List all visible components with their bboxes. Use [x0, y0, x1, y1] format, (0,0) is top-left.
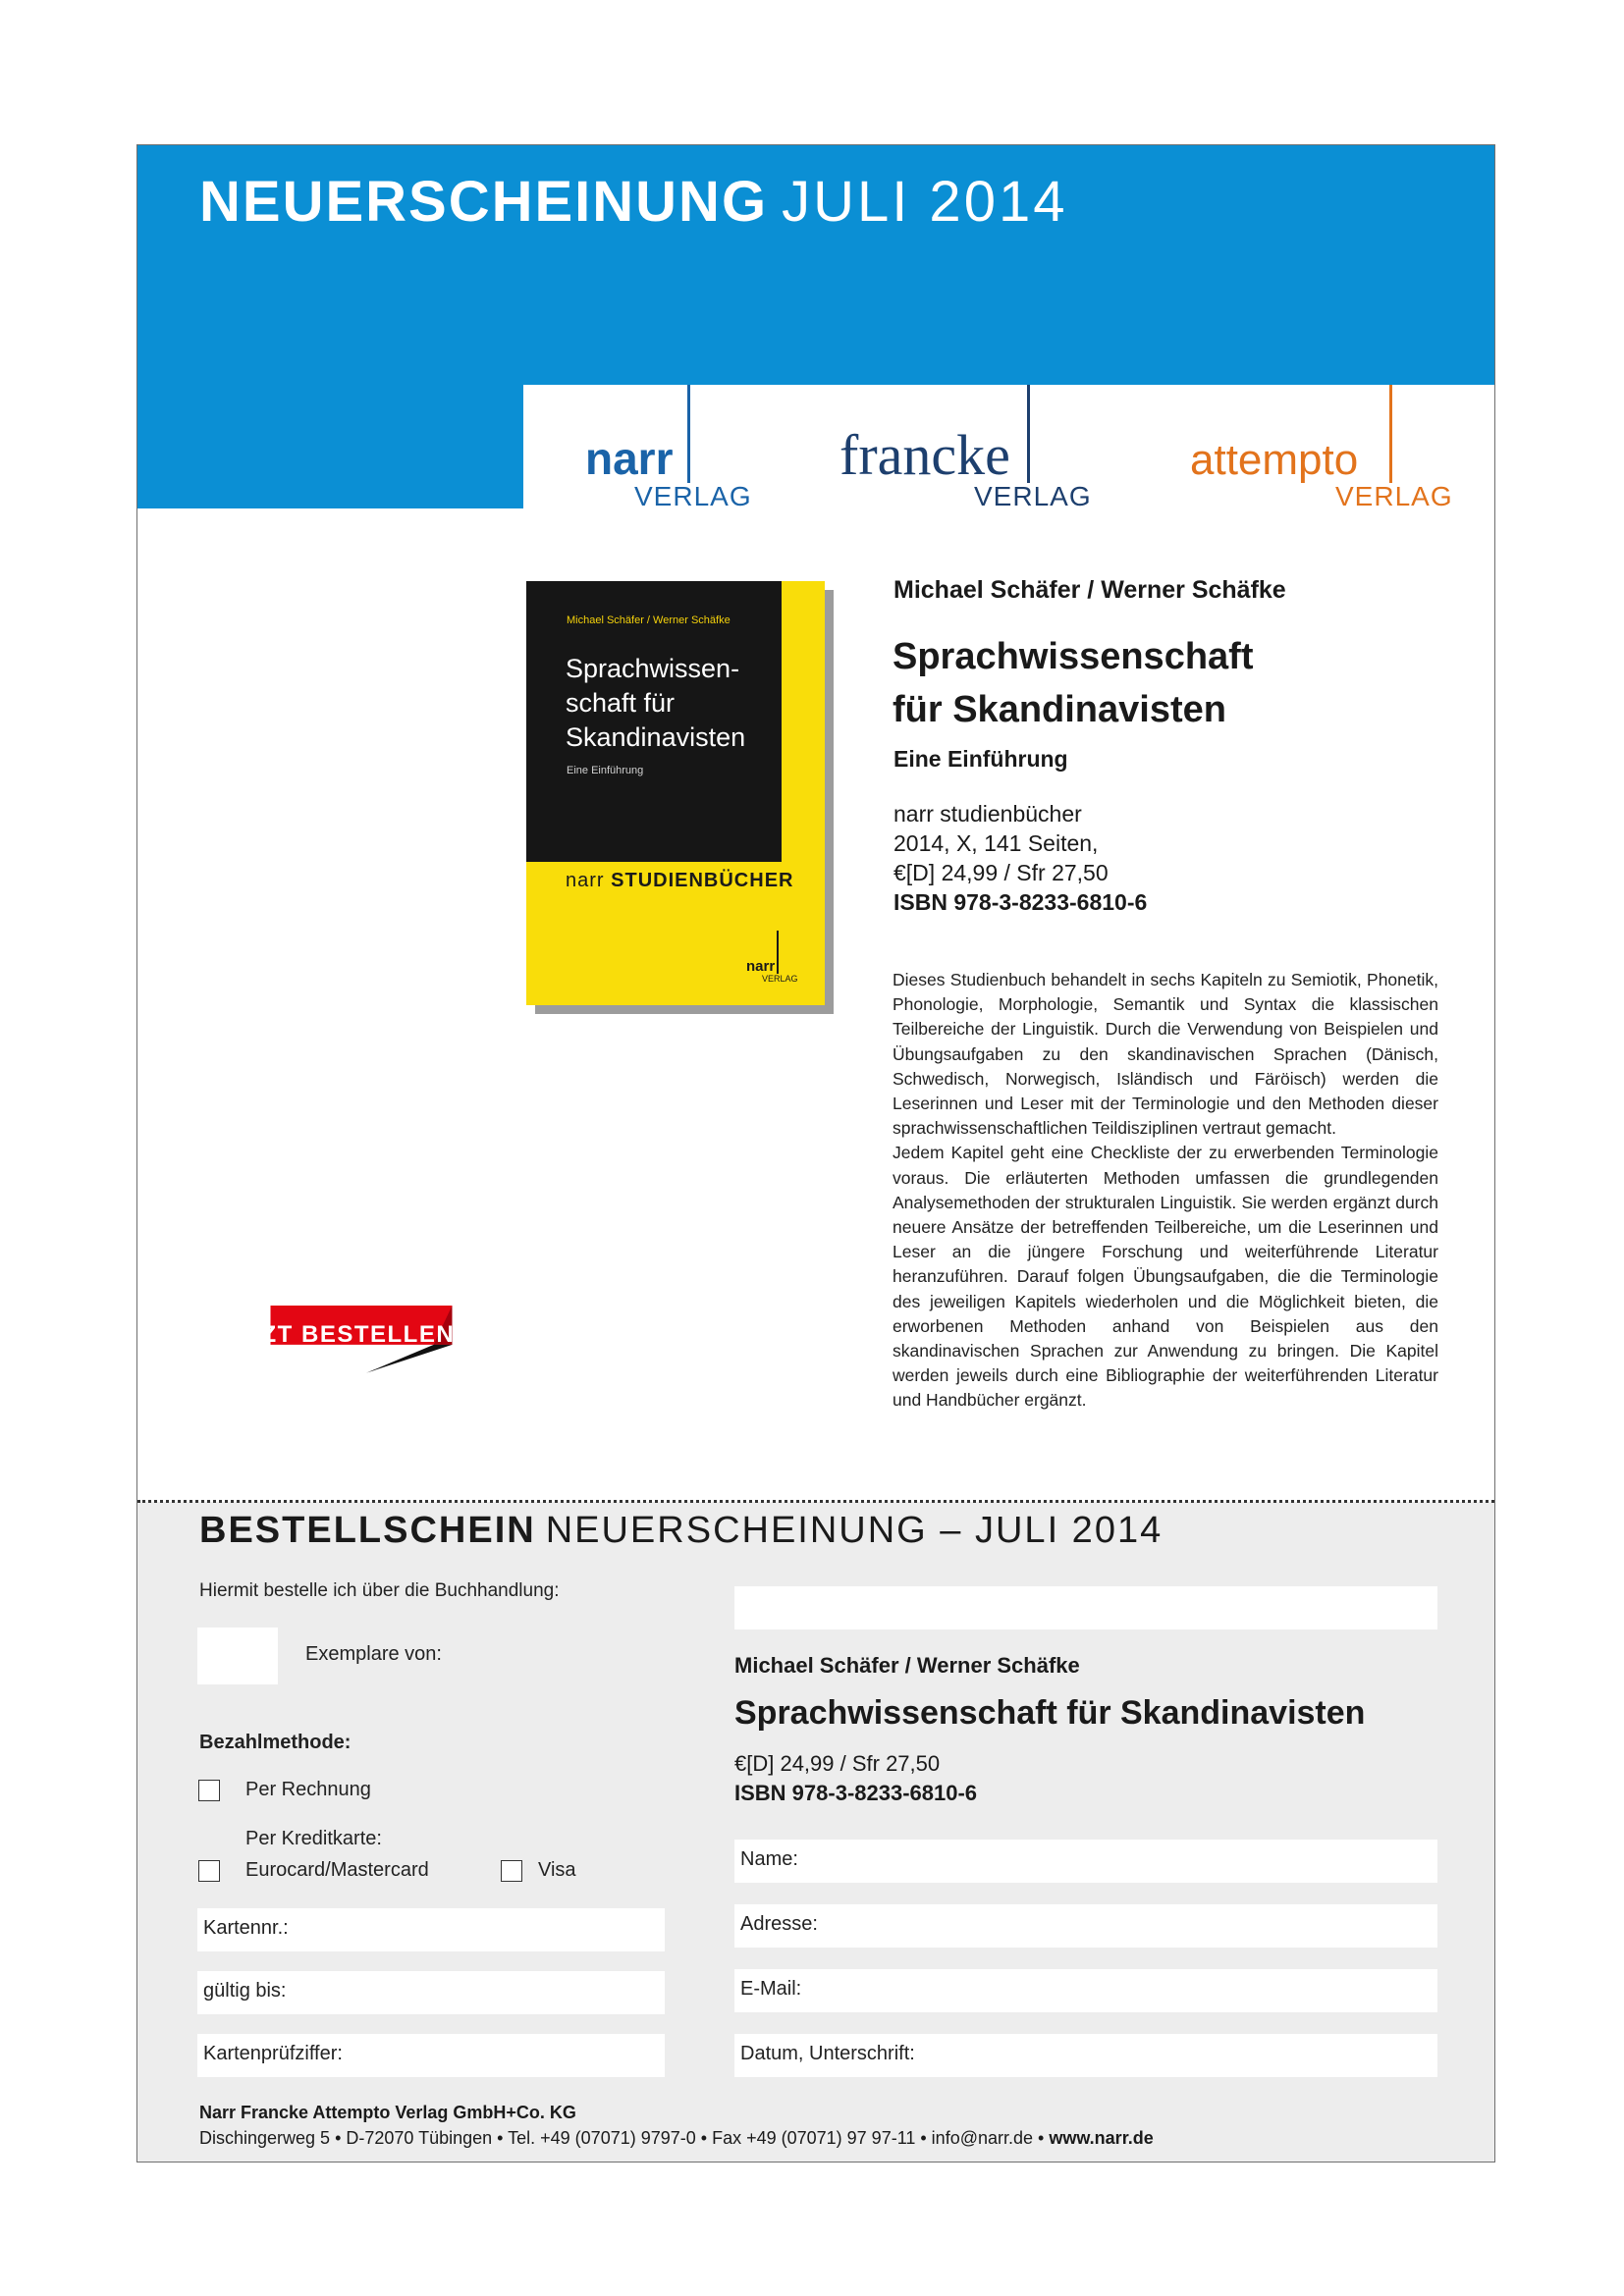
cover-series	[566, 870, 793, 892]
cover-title: Sprachwissen-schaft für Skandinavisten	[566, 654, 746, 752]
logo-bar	[1027, 385, 1030, 483]
description-paragraph-1: Dieses Studienbuch behandelt in sechs Kapiteln zu Semiotik, Phonetik, Phonologie, Morphologie, Semantik und Syntax die klassischen Teilbereiche der Linguistik. Durch die Verwendung von Beispielen und Übungsaufgaben zu den skandinavischen Sprachen (Dänisch, Schwedisch, Norwegisch, Isländisch und Färöisch) werden die Leserinnen und Leser mit der Terminologie und den Methoden dieser sprachwissenschaftlichen Teildisziplinen vertraut gemacht.	[893, 970, 1438, 1139]
cover-subtitle: Eine Einführung	[567, 765, 644, 776]
bookstore-field[interactable]	[734, 1586, 1437, 1629]
book-title	[893, 630, 1364, 736]
book-pages: 2014, X, 141 Seiten,	[893, 830, 1099, 856]
form-book-authors: Michael Schäfer / Werner Schäfke	[734, 1653, 1080, 1678]
name-field[interactable]	[734, 1840, 1437, 1883]
copies-label: Exemplare von:	[305, 1643, 442, 1665]
card-check-label: Kartenprüfziffer:	[203, 2043, 343, 2064]
address-field[interactable]	[734, 1904, 1437, 1948]
book-title-line1: Sprachwissenschaft	[893, 636, 1254, 677]
logo-sub: VERLAG	[974, 481, 1092, 511]
cover-logo-bar	[777, 931, 779, 974]
date-signature-field[interactable]	[734, 2034, 1437, 2077]
form-book-title: Sprachwissenschaft für Skandinavisten	[734, 1694, 1366, 1732]
book-series: narr studienbücher	[893, 801, 1082, 827]
logo-sub: VERLAG	[1335, 481, 1453, 511]
form-book-isbn: ISBN 978-3-8233-6810-6	[734, 1781, 978, 1805]
form-title-thin: NEUERSCHEINUNG – JULI 2014	[545, 1510, 1164, 1551]
card-number-field[interactable]	[197, 1908, 665, 1951]
attempto-verlag-logo[interactable]	[1190, 385, 1453, 512]
order-now-label[interactable]: JETZT BESTELLEN!	[214, 1321, 464, 1348]
invoice-checkbox[interactable]	[198, 1780, 220, 1801]
logo-main: attempto	[1190, 436, 1359, 484]
logo-main: narr	[585, 433, 674, 484]
eurocard-label: Eurocard/Mastercard	[245, 1859, 429, 1881]
valid-until-label: gültig bis:	[203, 1980, 287, 2002]
form-title-bold: BESTELLSCHEIN	[199, 1510, 536, 1551]
narr-verlag-logo[interactable]	[585, 385, 752, 512]
publisher-address	[199, 2128, 1154, 2149]
order-button-shadow	[366, 1345, 453, 1373]
valid-until-field[interactable]	[197, 1971, 665, 2014]
name-label: Name:	[740, 1848, 798, 1870]
card-number-label: Kartennr.:	[203, 1917, 289, 1939]
description-paragraph-2: Jedem Kapitel geht eine Checkliste der zu erwerbenden Terminologie voraus. Die erläuterten Methoden umfassen die grundlegenden Analysemethoden der strukturalen Linguistik. Sie werden ergänzt durch neuere Ansätze der betreffenden Teilbereiche, um die Leserinnen und Leser an die jüngere Forschung und weiterführende Literatur heranzuführen. Darauf folgen Übungsaufgaben, die die Terminologie des jeweiligen Kapitels wiederholen und die Möglichkeit bieten, die erworbenen Methoden anhand von Beispielen aus den skandinavischen Sprachen zur Anwendung zu bringen. Die Kapitel werden jeweils durch eine Bibliographie der weiterführenden Literatur und Handbücher ergänzt.	[893, 1143, 1438, 1411]
date-signature-label: Datum, Unterschrift:	[740, 2043, 915, 2064]
logo-main: francke	[839, 423, 1010, 487]
headline	[199, 169, 1067, 235]
eurocard-checkbox[interactable]	[198, 1860, 220, 1882]
headline-date: JULI 2014	[782, 170, 1068, 234]
copies-field[interactable]	[197, 1628, 278, 1684]
form-book-price: €[D] 24,99 / Sfr 27,50	[734, 1751, 941, 1776]
cover-logo-sub: VERLAG	[762, 974, 798, 984]
book-isbn: ISBN 978-3-8233-6810-6	[893, 889, 1148, 915]
headline-bold: NEUERSCHEINUNG	[199, 170, 769, 234]
book-title-line2: für Skandinavisten	[893, 689, 1226, 730]
francke-verlag-logo[interactable]	[839, 385, 1092, 512]
publisher-website[interactable]: www.narr.de	[1049, 2128, 1154, 2148]
address-label: Adresse:	[740, 1913, 818, 1935]
publisher-name: Narr Francke Attempto Verlag GmbH+Co. KG	[199, 2103, 576, 2122]
logo-bar	[1389, 385, 1392, 483]
book-price: €[D] 24,99 / Sfr 27,50	[893, 860, 1109, 885]
publisher-address-text: Dischingerweg 5 • D-72070 Tübingen • Tel. +49 (07071) 9797-0 • Fax +49 (07071) 97 97-11 • info@narr.de •	[199, 2128, 1045, 2148]
logo-sub: VERLAG	[634, 481, 752, 511]
email-label: E-Mail:	[740, 1978, 802, 2000]
card-check-field[interactable]	[197, 2034, 665, 2077]
cover-narr-logo	[742, 931, 801, 989]
cover-series-bold: STUDIENBÜCHER	[611, 870, 794, 891]
logo-bar	[687, 385, 690, 483]
book-authors: Michael Schäfer / Werner Schäfke	[893, 576, 1286, 604]
book-subtitle: Eine Einführung	[893, 746, 1068, 772]
invoice-label: Per Rechnung	[245, 1779, 371, 1800]
visa-label: Visa	[538, 1859, 576, 1881]
payment-label: Bezahlmethode:	[199, 1732, 352, 1753]
cover-logo-main: narr	[746, 958, 776, 975]
credit-card-label: Per Kreditkarte:	[245, 1828, 382, 1849]
cut-line	[137, 1500, 1494, 1503]
visa-checkbox[interactable]	[501, 1860, 522, 1882]
cover-authors: Michael Schäfer / Werner Schäfke	[567, 614, 731, 626]
order-form-title	[199, 1510, 1163, 1552]
cover-series-light: narr	[566, 870, 605, 891]
order-intro: Hiermit bestelle ich über die Buchhandlung:	[199, 1580, 560, 1601]
email-field[interactable]	[734, 1969, 1437, 2012]
book-description	[893, 968, 1438, 1414]
